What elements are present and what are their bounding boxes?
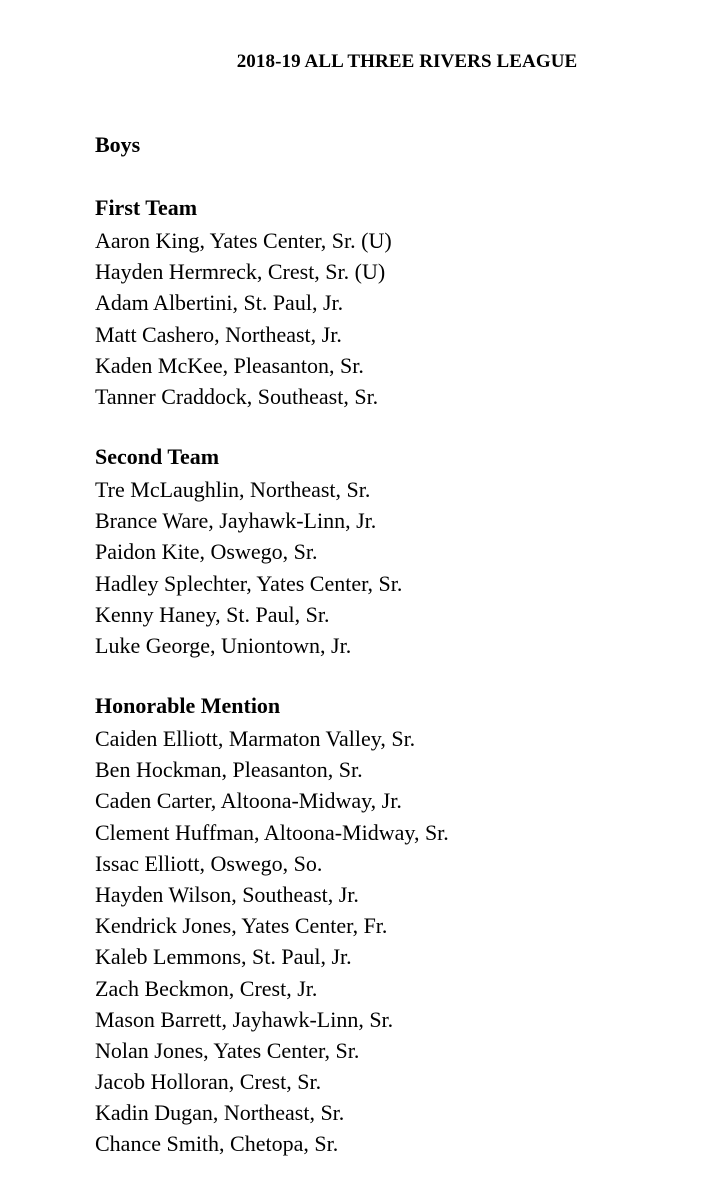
player-entry: Aaron King, Yates Center, Sr. (U): [95, 228, 392, 253]
player-entry: Issac Elliott, Oswego, So.: [95, 850, 323, 876]
honorable-mention-list: [95, 723, 449, 1160]
player-entry: Hadley Splechter, Yates Center, Sr.: [95, 570, 403, 596]
player-entry: Hayden Wilson, Southeast, Jr.: [95, 881, 359, 907]
player-entry: Hayden Hermreck, Crest, Sr. (U): [95, 259, 386, 285]
player-entry: Chance Smith, Chetopa, Sr.: [95, 1131, 339, 1157]
first-team-list: [95, 225, 392, 412]
player-entry: Tanner Craddock, Southeast, Sr.: [95, 383, 379, 409]
first-team-section: [95, 194, 392, 412]
section-heading-boys: Boys: [95, 132, 141, 157]
player-entry: Adam Albertini, St. Paul, Jr.: [95, 290, 344, 316]
player-entry: Kaden McKee, Pleasanton, Sr.: [95, 352, 364, 378]
player-entry: Kaleb Lemmons, St. Paul, Jr.: [95, 944, 352, 970]
honorable-mention-heading: Honorable Mention: [95, 693, 281, 718]
player-entry: Matt Cashero, Northeast, Jr.: [95, 321, 342, 347]
player-entry: Zach Beckmon, Crest, Jr.: [95, 975, 318, 1001]
second-team-section: [95, 443, 402, 661]
player-entry: Ben Hockman, Pleasanton, Sr.: [95, 757, 363, 783]
first-team-heading: First Team: [95, 195, 198, 220]
player-entry: Paidon Kite, Oswego, Sr.: [95, 539, 318, 565]
honorable-mention-section: [95, 692, 449, 1160]
player-entry: Kenny Haney, St. Paul, Sr.: [95, 601, 330, 627]
player-entry: Kendrick Jones, Yates Center, Fr.: [95, 913, 388, 939]
second-team-list: [95, 474, 402, 661]
player-entry: Caiden Elliott, Marmaton Valley, Sr.: [95, 726, 416, 751]
player-entry: Jacob Holloran, Crest, Sr.: [95, 1069, 322, 1095]
player-entry: Caden Carter, Altoona-Midway, Jr.: [95, 788, 402, 814]
player-entry: Tre McLaughlin, Northeast, Sr.: [95, 477, 371, 502]
player-entry: Mason Barrett, Jayhawk-Linn, Sr.: [95, 1006, 394, 1032]
player-entry: Clement Huffman, Altoona-Midway, Sr.: [95, 819, 449, 845]
document-title: 2018-19 ALL THREE RIVERS LEAGUE: [236, 51, 578, 72]
player-entry: Kadin Dugan, Northeast, Sr.: [95, 1100, 345, 1126]
player-entry: Luke George, Uniontown, Jr.: [95, 632, 352, 658]
second-team-heading: Second Team: [95, 444, 220, 469]
player-entry: Nolan Jones, Yates Center, Sr.: [95, 1037, 360, 1063]
player-entry: Brance Ware, Jayhawk-Linn, Jr.: [95, 508, 377, 534]
